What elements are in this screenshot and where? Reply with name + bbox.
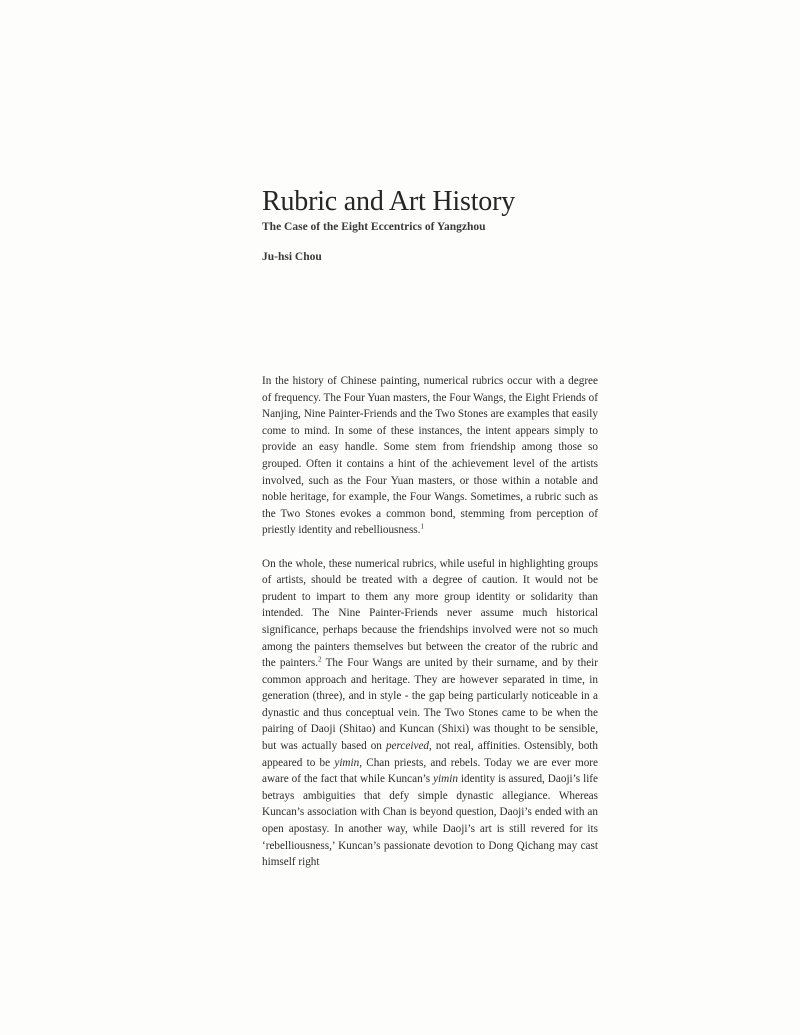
footnote-marker: 1 — [420, 522, 424, 531]
article-body — [262, 373, 598, 887]
paragraph-1 — [262, 373, 598, 539]
text-run: , Chan priests, and rebels. Today we are ever more aware of the fact that while Kuncan’s — [262, 756, 598, 786]
text-run: identity is assured, Daoji’s life betrays ambiguities that defy simple dynastic allegiance. Whereas Kuncan’s association with Chan is beyond question, Daoji’s ended with an open apostasy. In another way, while Daoji’s art is still revered for its ‘rebelliousness,’ Kuncan’s passionate devotion to Dong Qichang may cast himself right — [262, 773, 598, 869]
italic-term: yimin — [433, 773, 458, 786]
text-run: In the history of Chinese painting, numerical rubrics occur with a degree of frequency. The Four Yuan masters, the Four Wangs, the Eight Friends of Nanjing, Nine Painter-Friends and the Two Stones are examples that easily come to mind. In some of these instances, the intent appears simply to provide an easy handle. Some stem from friendship among those so grouped. Often it contains a hint of the achievement level of the artists involved, such as the Four Yuan masters, or those within a notable and noble heritage, for example, the Four Wangs. Sometimes, a rubric such as the Two Stones evokes a common bond, stemming from perception of priestly identity and rebelliousness. — [262, 375, 598, 537]
paragraph-2 — [262, 556, 598, 871]
footnote-marker: 2 — [318, 655, 322, 664]
italic-term: perceived — [385, 740, 429, 753]
article-title: Rubric and Art History — [262, 186, 516, 217]
author-name: Ju-hsi Chou — [262, 251, 322, 263]
text-run: On the whole, these numerical rubrics, while useful in highlighting groups of artists, should be treated with a degree of caution. It would not be prudent to impart to them any more group identity or solidarity than intended. The Nine Painter-Friends never assume much historical significance, perhaps because the friendships involved were not so much among the painters themselves but between the creator of the rubric and the painters. — [262, 557, 598, 670]
italic-term: yimin — [334, 756, 360, 769]
article-subtitle: The Case of the Eight Eccentrics of Yangzhou — [262, 221, 486, 233]
text-run: , not real, affinities. Ostensibly, both appeared to be — [262, 740, 598, 769]
text-run: The Four Wangs are united by their surname, and by their common approach and heritage. They are however separated in time, in generation (three), and in style - the gap being particularly noticeable in a dynastic and thus conceptual vein. The Two Stones came to be when the pairing of Daoji (Shitao) and Kuncan (Shixi) was thought to be sensible, but was actually based on — [262, 657, 598, 753]
